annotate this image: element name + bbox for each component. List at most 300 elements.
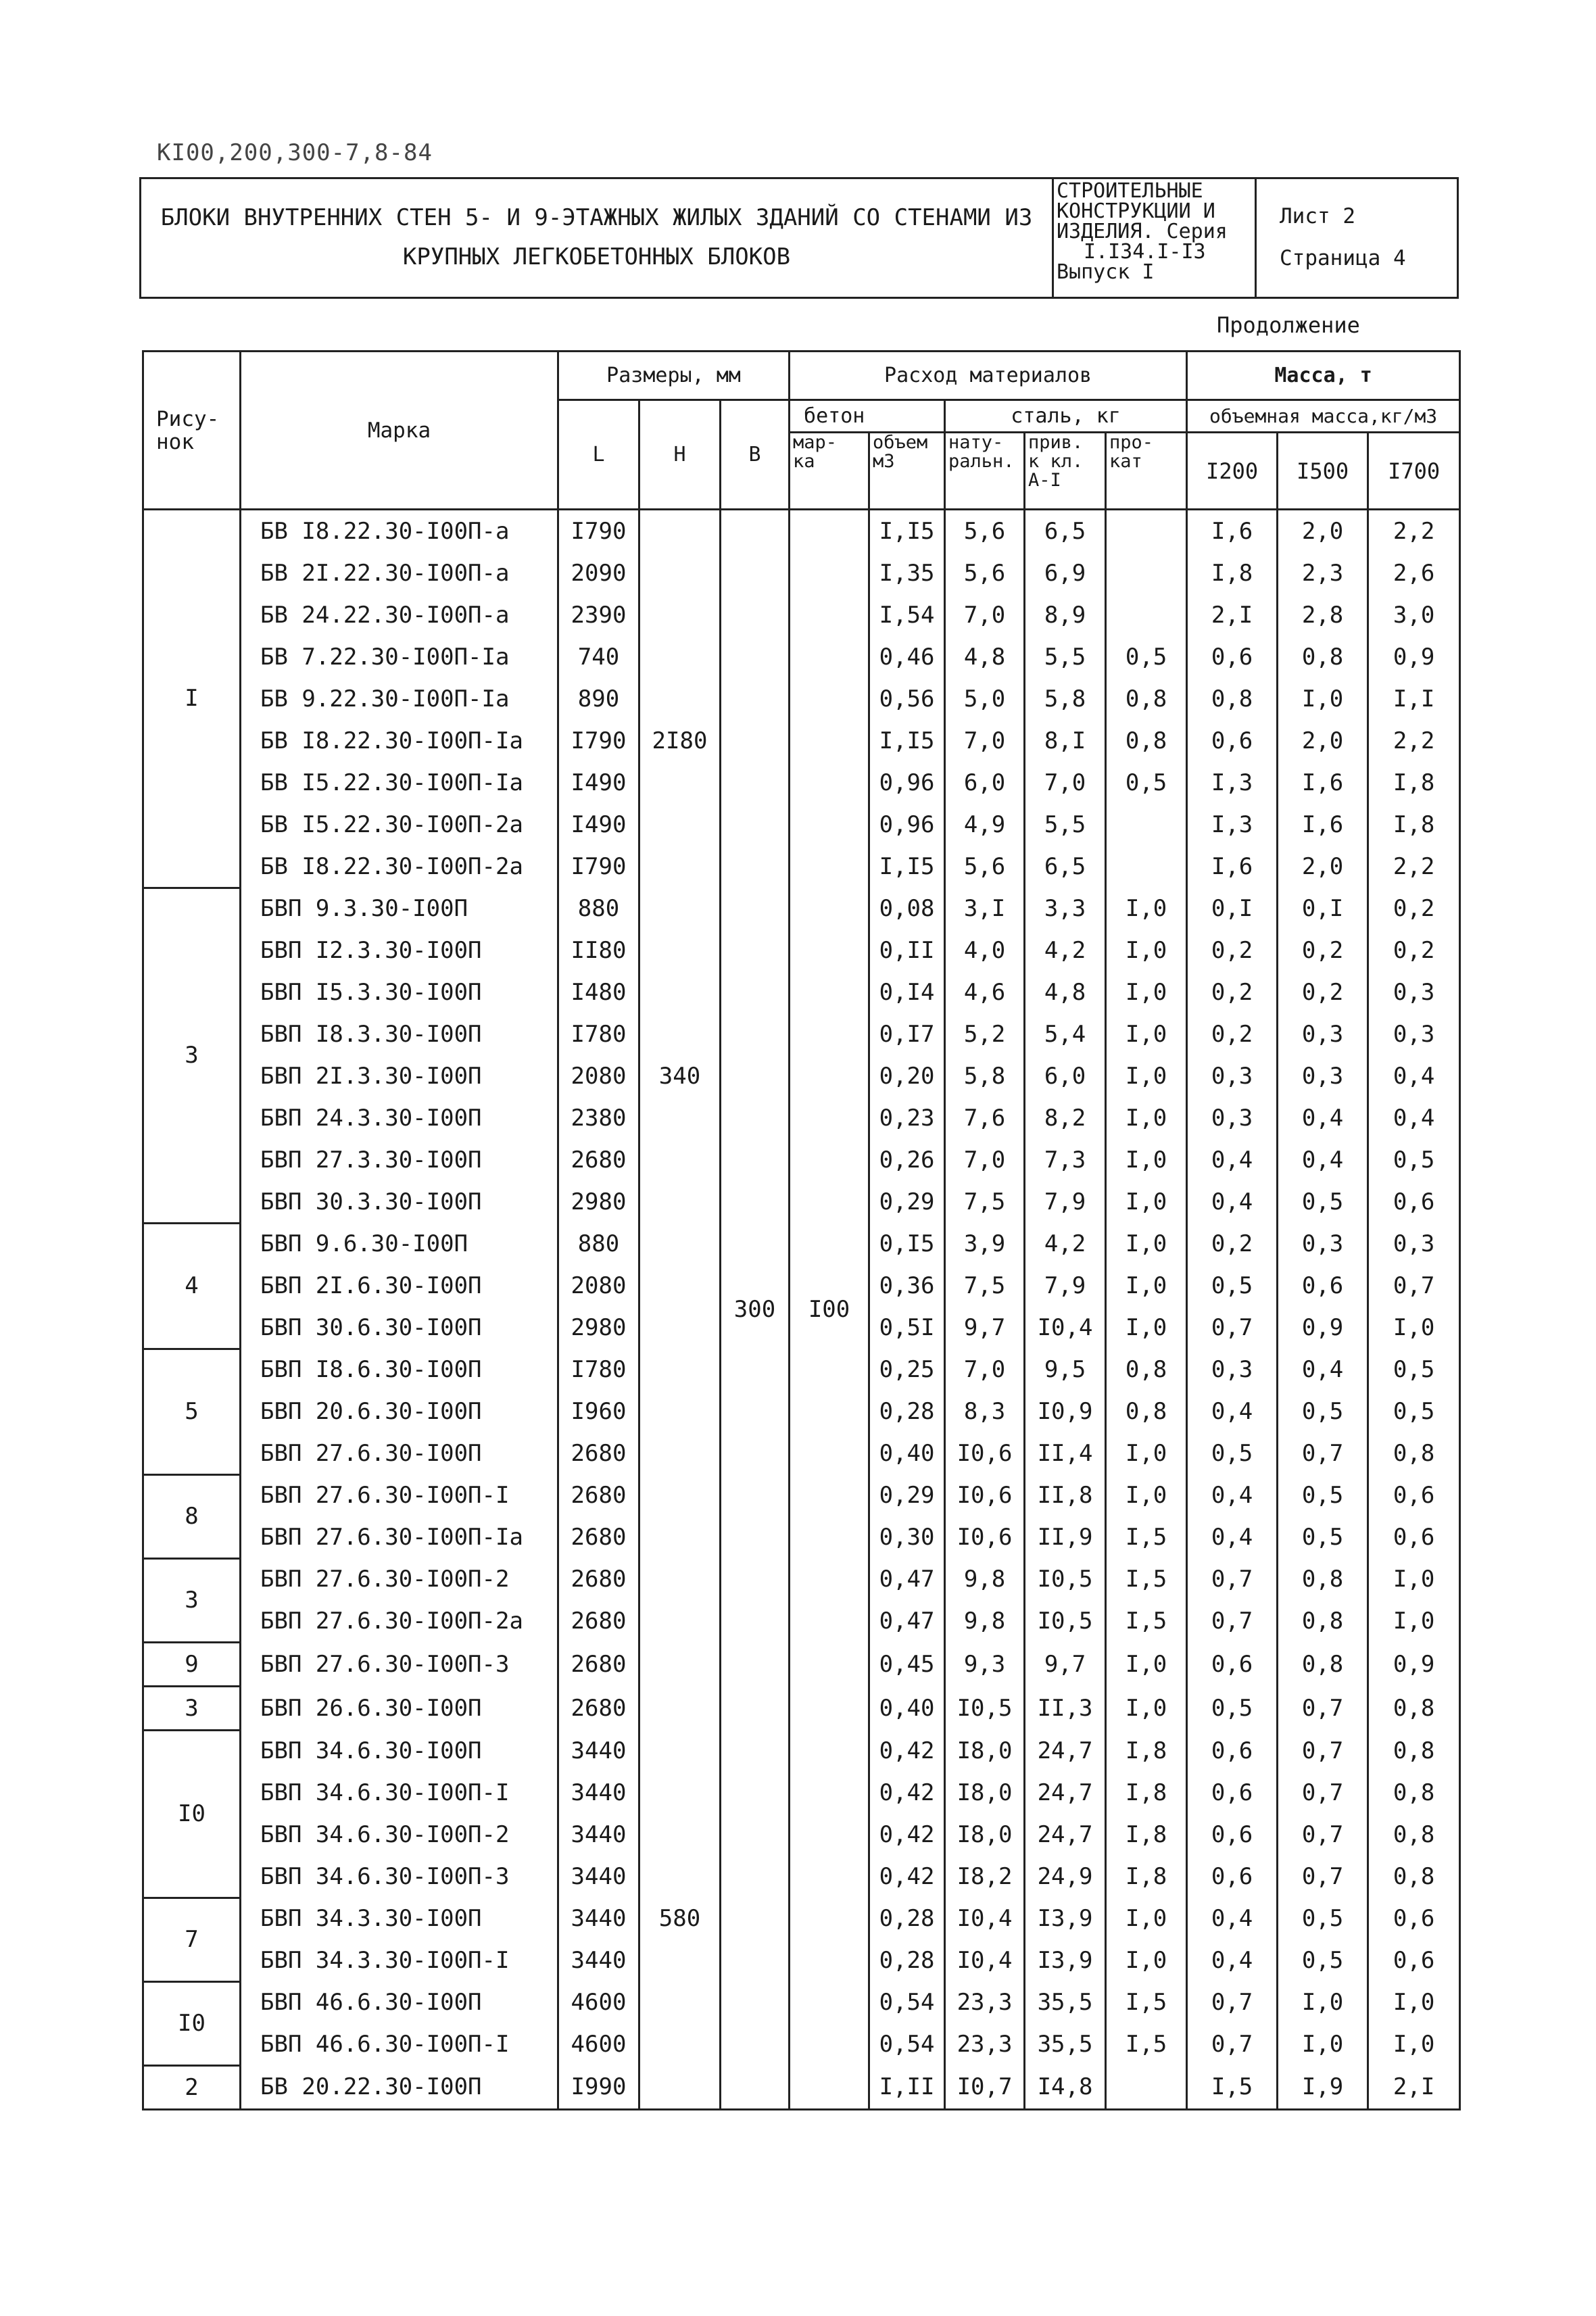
mass-1200: 0,2 [1187, 971, 1278, 1013]
steel-rolled: I,0 [1106, 1181, 1187, 1223]
length-L: 2680 [558, 1686, 639, 1730]
block-mark: БВ I8.22.30-I00П-Iа [241, 720, 558, 762]
length-L: 4600 [558, 2023, 639, 2065]
length-L: 3440 [558, 1856, 639, 1898]
mass-1700: 0,6 [1368, 1939, 1460, 1981]
mass-1200: 0,2 [1187, 1013, 1278, 1055]
steel-reduced: I0,5 [1025, 1558, 1106, 1600]
length-L: 2090 [558, 552, 639, 594]
steel-reduced: 7,0 [1025, 762, 1106, 804]
steel-rolled: I,0 [1106, 1474, 1187, 1516]
steel-reduced: 8,I [1025, 720, 1106, 762]
concrete-volume: 0,36 [869, 1265, 945, 1307]
mass-1700: 0,3 [1368, 1223, 1460, 1265]
mass-1700: 0,9 [1368, 636, 1460, 678]
mass-1200: 0,6 [1187, 720, 1278, 762]
width-B: 300 [721, 510, 790, 2110]
concrete-volume: 0,40 [869, 1686, 945, 1730]
mass-1700: I,0 [1368, 1558, 1460, 1600]
header-reduced: прив. к кл. А-I [1025, 433, 1106, 510]
header-dimensions: Размеры, мм [558, 352, 790, 400]
concrete-volume: 0,28 [869, 1939, 945, 1981]
mass-1700: 0,6 [1368, 1898, 1460, 1939]
steel-reduced: 7,9 [1025, 1181, 1106, 1223]
block-mark: БВ I8.22.30-I00П-2а [241, 846, 558, 888]
length-L: I480 [558, 971, 639, 1013]
steel-reduced: 24,9 [1025, 1856, 1106, 1898]
mass-1500: 0,4 [1278, 1097, 1368, 1139]
mass-1700: I,I [1368, 678, 1460, 720]
steel-reduced: 4,2 [1025, 930, 1106, 971]
mass-1200: 0,4 [1187, 1391, 1278, 1432]
steel-reduced: 24,7 [1025, 1814, 1106, 1856]
mass-1500: I,0 [1278, 2023, 1368, 2065]
block-mark: БВП 34.6.30-I00П-3 [241, 1856, 558, 1898]
steel-reduced: 5,8 [1025, 678, 1106, 720]
steel-reduced: II,3 [1025, 1686, 1106, 1730]
mass-1700: 0,2 [1368, 930, 1460, 971]
mass-1500: 0,7 [1278, 1814, 1368, 1856]
steel-rolled: I,0 [1106, 1097, 1187, 1139]
steel-reduced: I4,8 [1025, 2065, 1106, 2109]
steel-reduced: II,8 [1025, 1474, 1106, 1516]
mass-1700: I,0 [1368, 1600, 1460, 1642]
title-line-1: БЛОКИ ВНУТРЕННИХ СТЕН 5- И 9-ЭТАЖНЫХ ЖИЛЫХ ЗДАНИЙ СО СТЕНАМИ ИЗ [160, 204, 1033, 231]
block-mark: БВП I5.3.30-I00П [241, 971, 558, 1013]
steel-rolled: I,5 [1106, 1558, 1187, 1600]
mass-1500: 0,5 [1278, 1474, 1368, 1516]
length-L: I990 [558, 2065, 639, 2109]
series-cell [1054, 179, 1257, 297]
mass-1700: 0,8 [1368, 1432, 1460, 1474]
mass-1700: 0,6 [1368, 1516, 1460, 1558]
concrete-volume: 0,I4 [869, 971, 945, 1013]
steel-natural: 5,6 [945, 846, 1025, 888]
concrete-volume: 0,96 [869, 762, 945, 804]
header-L: L [558, 400, 639, 510]
figure-number: I [143, 510, 241, 888]
series-line-1: СТРОИТЕЛЬНЫЕ [1057, 179, 1203, 203]
mass-1700: I,0 [1368, 1307, 1460, 1349]
mass-1700: I,8 [1368, 762, 1460, 804]
title-block [139, 177, 1459, 299]
mass-1200: I,6 [1187, 846, 1278, 888]
steel-reduced: 5,5 [1025, 804, 1106, 846]
length-L: 4600 [558, 1981, 639, 2023]
length-L: 3440 [558, 1772, 639, 1814]
concrete-volume: 0,28 [869, 1391, 945, 1432]
mass-1700: 0,3 [1368, 1013, 1460, 1055]
series-line-3: ИЗДЕЛИЯ. Серия [1057, 220, 1228, 243]
mass-1500: 0,3 [1278, 1013, 1368, 1055]
steel-rolled: 0,8 [1106, 678, 1187, 720]
block-mark: БВП 27.6.30-I00П-2 [241, 1558, 558, 1600]
length-L: 890 [558, 678, 639, 720]
block-mark: БВП 34.3.30-I00П-I [241, 1939, 558, 1981]
mass-1500: 0,8 [1278, 1642, 1368, 1686]
header-density-1200: I200 [1187, 433, 1278, 510]
mass-1200: 0,6 [1187, 1856, 1278, 1898]
mass-1200: 0,8 [1187, 678, 1278, 720]
steel-natural: 7,5 [945, 1181, 1025, 1223]
block-mark: БВП 34.6.30-I00П [241, 1730, 558, 1772]
mass-1500: 0,6 [1278, 1265, 1368, 1307]
steel-reduced: I3,9 [1025, 1939, 1106, 1981]
mass-1700: 2,2 [1368, 720, 1460, 762]
steel-reduced: 5,5 [1025, 636, 1106, 678]
mass-1500: 0,8 [1278, 1600, 1368, 1642]
block-mark: БВП 24.3.30-I00П [241, 1097, 558, 1139]
length-L: I790 [558, 846, 639, 888]
steel-reduced: 8,2 [1025, 1097, 1106, 1139]
steel-natural: 9,3 [945, 1642, 1025, 1686]
concrete-volume: 0,29 [869, 1181, 945, 1223]
block-mark: БВП 20.6.30-I00П [241, 1391, 558, 1432]
block-mark: БВП 46.6.30-I00П [241, 1981, 558, 2023]
steel-natural: I0,5 [945, 1686, 1025, 1730]
steel-natural: 7,0 [945, 594, 1025, 636]
figure-number: 3 [143, 1686, 241, 1730]
continuation-label: Продолжение [1217, 312, 1360, 338]
mass-1500: 0,2 [1278, 930, 1368, 971]
steel-natural: 23,3 [945, 1981, 1025, 2023]
header-figure: Рису- нок [143, 352, 241, 510]
header-mark: Марка [241, 352, 558, 510]
mass-1200: 0,5 [1187, 1265, 1278, 1307]
mass-1200: 0,4 [1187, 1139, 1278, 1181]
length-L: 2680 [558, 1516, 639, 1558]
steel-rolled: I,0 [1106, 888, 1187, 930]
block-mark: БВП 26.6.30-I00П [241, 1686, 558, 1730]
mass-1700: 0,8 [1368, 1686, 1460, 1730]
mass-1500: 2,0 [1278, 720, 1368, 762]
mass-1500: 0,7 [1278, 1730, 1368, 1772]
mass-1200: I,8 [1187, 552, 1278, 594]
concrete-volume: 0,25 [869, 1349, 945, 1391]
mass-1200: 0,4 [1187, 1474, 1278, 1516]
steel-natural: I0,4 [945, 1898, 1025, 1939]
block-mark: БВП I2.3.30-I00П [241, 930, 558, 971]
steel-reduced: 24,7 [1025, 1772, 1106, 1814]
steel-natural: 4,0 [945, 930, 1025, 971]
concrete-volume: 0,23 [869, 1097, 945, 1139]
page-number: Страница 4 [1280, 246, 1406, 270]
steel-natural: I0,6 [945, 1432, 1025, 1474]
concrete-volume: 0,26 [869, 1139, 945, 1181]
steel-reduced: 35,5 [1025, 1981, 1106, 2023]
length-L: 3440 [558, 1898, 639, 1939]
steel-natural: 7,0 [945, 1349, 1025, 1391]
steel-rolled: 0,8 [1106, 720, 1187, 762]
concrete-volume: 0,29 [869, 1474, 945, 1516]
steel-reduced: I0,5 [1025, 1600, 1106, 1642]
mass-1700: 0,5 [1368, 1391, 1460, 1432]
steel-rolled: 0,5 [1106, 762, 1187, 804]
mass-1700: 0,5 [1368, 1349, 1460, 1391]
mass-1500: 2,3 [1278, 552, 1368, 594]
block-mark: БВП 34.3.30-I00П [241, 1898, 558, 1939]
steel-reduced: I0,9 [1025, 1391, 1106, 1432]
title-line-2: КРУПНЫХ ЛЕГКОБЕТОННЫХ БЛОКОВ [402, 243, 791, 270]
length-L: I790 [558, 510, 639, 553]
mass-1700: 0,2 [1368, 888, 1460, 930]
block-mark: БВ 24.22.30-I00П-а [241, 594, 558, 636]
steel-natural: I0,6 [945, 1474, 1025, 1516]
header-materials: Расход материалов [790, 352, 1187, 400]
steel-reduced: 4,2 [1025, 1223, 1106, 1265]
steel-rolled: 0,8 [1106, 1391, 1187, 1432]
steel-natural: 9,7 [945, 1307, 1025, 1349]
steel-reduced: 24,7 [1025, 1730, 1106, 1772]
length-L: 880 [558, 888, 639, 930]
length-L: 2390 [558, 594, 639, 636]
mass-1200: 0,5 [1187, 1432, 1278, 1474]
concrete-volume: 0,40 [869, 1432, 945, 1474]
height-H [639, 762, 721, 1055]
mass-1500: I,6 [1278, 762, 1368, 804]
steel-rolled: I,0 [1106, 1307, 1187, 1349]
mass-1700: 0,8 [1368, 1772, 1460, 1814]
steel-reduced: 6,0 [1025, 1055, 1106, 1097]
mass-1200: 0,7 [1187, 1307, 1278, 1349]
mass-1500: 0,8 [1278, 1558, 1368, 1600]
block-mark: БВ 20.22.30-I00П [241, 2065, 558, 2109]
steel-rolled: I,0 [1106, 1265, 1187, 1307]
length-L: I790 [558, 720, 639, 762]
mass-1500: 0,7 [1278, 1856, 1368, 1898]
mass-1200: I,3 [1187, 804, 1278, 846]
concrete-volume: 0,47 [869, 1558, 945, 1600]
header-natural: нату- ральн. [945, 433, 1025, 510]
mass-1200: I,3 [1187, 762, 1278, 804]
mass-1500: 2,8 [1278, 594, 1368, 636]
block-mark: БВП 46.6.30-I00П-I [241, 2023, 558, 2065]
length-L: 2080 [558, 1265, 639, 1307]
block-mark: БВП 27.6.30-I00П-I [241, 1474, 558, 1516]
steel-rolled: I,5 [1106, 2023, 1187, 2065]
concrete-volume: I,II [869, 2065, 945, 2109]
steel-rolled [1106, 846, 1187, 888]
height-H [639, 1939, 721, 2109]
length-L: I780 [558, 1349, 639, 1391]
steel-rolled: I,0 [1106, 1898, 1187, 1939]
steel-natural: 4,9 [945, 804, 1025, 846]
mass-1500: 0,9 [1278, 1307, 1368, 1349]
steel-rolled: I,0 [1106, 971, 1187, 1013]
steel-natural: 5,8 [945, 1055, 1025, 1097]
mass-1200: I,5 [1187, 2065, 1278, 2109]
block-mark: БВП 27.6.30-I00П-2а [241, 1600, 558, 1642]
mass-1700: 2,2 [1368, 510, 1460, 553]
mass-1700: 0,4 [1368, 1097, 1460, 1139]
mass-1200: 0,4 [1187, 1516, 1278, 1558]
steel-natural: 5,6 [945, 510, 1025, 553]
block-mark: БВП 30.6.30-I00П [241, 1307, 558, 1349]
length-L: I780 [558, 1013, 639, 1055]
mass-1700: 2,6 [1368, 552, 1460, 594]
mass-1500: 0,2 [1278, 971, 1368, 1013]
mass-1700: 0,4 [1368, 1055, 1460, 1097]
figure-number: 4 [143, 1223, 241, 1349]
steel-reduced: 4,8 [1025, 971, 1106, 1013]
block-mark: БВП I8.3.30-I00П [241, 1013, 558, 1055]
mass-1200: 0,4 [1187, 1939, 1278, 1981]
steel-natural: 7,0 [945, 1139, 1025, 1181]
concrete-volume: 0,08 [869, 888, 945, 930]
length-L: 2680 [558, 1432, 639, 1474]
title-cell [141, 179, 1054, 297]
steel-reduced: 6,9 [1025, 552, 1106, 594]
steel-natural: 5,6 [945, 552, 1025, 594]
block-mark: БВП I8.6.30-I00П [241, 1349, 558, 1391]
mass-1500: 2,0 [1278, 510, 1368, 553]
concrete-volume: 0,45 [869, 1642, 945, 1686]
figure-number: 3 [143, 1558, 241, 1642]
block-mark: БВП 27.6.30-I00П-Iа [241, 1516, 558, 1558]
mass-1700: 0,6 [1368, 1181, 1460, 1223]
header-density-1700: I700 [1368, 433, 1460, 510]
steel-natural: I0,6 [945, 1516, 1025, 1558]
steel-reduced: 8,9 [1025, 594, 1106, 636]
header-volume: объем м3 [869, 433, 945, 510]
block-mark: БВП 34.6.30-I00П-I [241, 1772, 558, 1814]
mass-1700: 0,5 [1368, 1139, 1460, 1181]
length-L: I960 [558, 1391, 639, 1432]
steel-rolled: I,8 [1106, 1772, 1187, 1814]
mass-1200: 0,I [1187, 888, 1278, 930]
mass-1500: I,9 [1278, 2065, 1368, 2109]
concrete-volume: I,35 [869, 552, 945, 594]
mass-1500: I,0 [1278, 678, 1368, 720]
length-L: 3440 [558, 1939, 639, 1981]
block-mark: БВП 27.6.30-I00П-3 [241, 1642, 558, 1686]
mass-1700: 0,7 [1368, 1265, 1460, 1307]
steel-rolled: I,5 [1106, 1981, 1187, 2023]
steel-rolled [1106, 552, 1187, 594]
series-line-5: Выпуск I [1057, 260, 1155, 284]
mass-1700: I,0 [1368, 1981, 1460, 2023]
steel-rolled: I,0 [1106, 1642, 1187, 1686]
concrete-volume: 0,5I [869, 1307, 945, 1349]
length-L: 2380 [558, 1097, 639, 1139]
header-mass: Масса, т [1187, 352, 1460, 400]
steel-natural: 8,3 [945, 1391, 1025, 1432]
concrete-volume: 0,96 [869, 804, 945, 846]
concrete-volume: I,I5 [869, 510, 945, 553]
figure-number: 7 [143, 1898, 241, 1981]
mass-1500: 0,I [1278, 888, 1368, 930]
mass-1200: 0,2 [1187, 930, 1278, 971]
mass-1200: I,6 [1187, 510, 1278, 553]
figure-number: 8 [143, 1474, 241, 1558]
mass-1200: 2,I [1187, 594, 1278, 636]
steel-rolled: I,0 [1106, 1013, 1187, 1055]
steel-rolled [1106, 594, 1187, 636]
concrete-volume: 0,I5 [869, 1223, 945, 1265]
steel-natural: 4,6 [945, 971, 1025, 1013]
steel-rolled: I,5 [1106, 1516, 1187, 1558]
length-L: I490 [558, 804, 639, 846]
length-L: 2980 [558, 1307, 639, 1349]
mass-1500: 0,7 [1278, 1432, 1368, 1474]
length-L: 3440 [558, 1814, 639, 1856]
block-mark: БВ I5.22.30-I00П-Iа [241, 762, 558, 804]
length-L: 2680 [558, 1600, 639, 1642]
figure-number: 9 [143, 1642, 241, 1686]
steel-rolled: I,5 [1106, 1600, 1187, 1642]
figure-number: I0 [143, 1981, 241, 2065]
sheet-number: Лист 2 [1280, 204, 1355, 228]
block-mark: БВ 7.22.30-I00П-Iа [241, 636, 558, 678]
mass-1200: 0,6 [1187, 1772, 1278, 1814]
concrete-volume: I,I5 [869, 846, 945, 888]
steel-natural: I8,0 [945, 1772, 1025, 1814]
block-mark: БВП 34.6.30-I00П-2 [241, 1814, 558, 1856]
block-mark: БВП 30.3.30-I00П [241, 1181, 558, 1223]
steel-rolled [1106, 2065, 1187, 2109]
header-density: объемная масса,кг/м3 [1187, 400, 1460, 433]
materials-table [142, 350, 1461, 2110]
steel-rolled: 0,5 [1106, 636, 1187, 678]
steel-natural: I0,7 [945, 2065, 1025, 2109]
length-L: 880 [558, 1223, 639, 1265]
steel-reduced: 7,9 [1025, 1265, 1106, 1307]
block-mark: БВ 2I.22.30-I00П-а [241, 552, 558, 594]
concrete-volume: 0,54 [869, 1981, 945, 2023]
steel-natural: 23,3 [945, 2023, 1025, 2065]
mass-1200: 0,3 [1187, 1097, 1278, 1139]
steel-reduced: 6,5 [1025, 846, 1106, 888]
steel-rolled: I,8 [1106, 1814, 1187, 1856]
length-L: 3440 [558, 1730, 639, 1772]
steel-natural: 3,9 [945, 1223, 1025, 1265]
height-H: 580 [639, 1898, 721, 1939]
steel-reduced: I0,4 [1025, 1307, 1106, 1349]
series-line-2: КОНСТРУКЦИИ И [1057, 199, 1215, 223]
steel-natural: I8,0 [945, 1730, 1025, 1772]
height-H: 340 [639, 1055, 721, 1097]
mass-1200: 0,7 [1187, 2023, 1278, 2065]
length-L: 2680 [558, 1474, 639, 1516]
concrete-volume: 0,46 [869, 636, 945, 678]
mass-1700: 0,8 [1368, 1730, 1460, 1772]
figure-number: 5 [143, 1349, 241, 1474]
mass-1200: 0,6 [1187, 1642, 1278, 1686]
concrete-volume: 0,42 [869, 1856, 945, 1898]
steel-reduced: II,4 [1025, 1432, 1106, 1474]
concrete-grade: I00 [790, 510, 869, 2110]
mass-1200: 0,3 [1187, 1349, 1278, 1391]
length-L: 740 [558, 636, 639, 678]
mass-1500: 0,4 [1278, 1349, 1368, 1391]
steel-rolled: I,0 [1106, 1939, 1187, 1981]
concrete-volume: 0,20 [869, 1055, 945, 1097]
mass-1200: 0,7 [1187, 1981, 1278, 2023]
mass-1500: 0,5 [1278, 1181, 1368, 1223]
header-density-1500: I500 [1278, 433, 1368, 510]
block-mark: БВП 9.6.30-I00П [241, 1223, 558, 1265]
mass-1500: 0,5 [1278, 1939, 1368, 1981]
mass-1500: 0,5 [1278, 1391, 1368, 1432]
length-L: 2080 [558, 1055, 639, 1097]
sheet-cell [1257, 179, 1457, 297]
mass-1700: 0,8 [1368, 1856, 1460, 1898]
steel-natural: I8,0 [945, 1814, 1025, 1856]
block-mark: БВП 2I.6.30-I00П [241, 1265, 558, 1307]
header-B: B [721, 400, 790, 510]
mass-1500: 0,3 [1278, 1055, 1368, 1097]
mass-1500: 0,4 [1278, 1139, 1368, 1181]
